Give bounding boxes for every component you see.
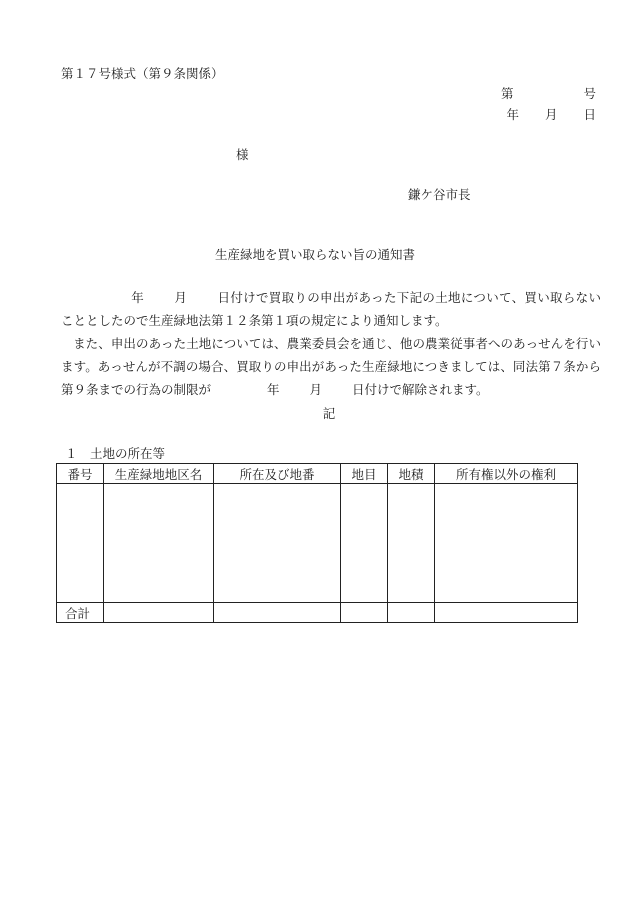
- paragraph-1-month: 月: [174, 290, 188, 305]
- table-header-row: [57, 464, 578, 484]
- cell-other-rights: [435, 484, 578, 603]
- paragraph-1-text: 日付けで買取りの申出があった下記の土地について、買い取らないこととしたので生産緑地法第１２条第１項の規定により通知します。: [61, 290, 601, 328]
- cell-district-name: [104, 484, 214, 603]
- addressee-suffix: 様: [236, 147, 249, 162]
- paragraph-1: [61, 286, 601, 332]
- paragraph-2-text-after: 日付けで解除されます。: [352, 382, 489, 397]
- total-label: 合計: [57, 603, 104, 623]
- notice-body: [61, 286, 601, 401]
- total-land-area: [388, 603, 435, 623]
- cell-location-lot: [214, 484, 341, 603]
- paragraph-2: [61, 332, 601, 401]
- total-location-lot: [214, 603, 341, 623]
- document-number: [501, 86, 596, 102]
- cell-land-category: [341, 484, 388, 603]
- header-other-rights: 所有権以外の権利: [435, 464, 578, 484]
- header-land-category: 地目: [341, 464, 388, 484]
- cell-number: [57, 484, 104, 603]
- paragraph-2-year: 年: [267, 382, 280, 397]
- date-day: 日: [583, 107, 596, 122]
- header-land-area: 地積: [388, 464, 435, 484]
- section-heading: １ 土地の所在等: [65, 446, 166, 461]
- total-land-category: [341, 603, 388, 623]
- ki-heading: 記: [322, 406, 336, 421]
- document-title: 生産緑地を買い取らない旨の通知書: [214, 247, 415, 262]
- table-total-row: [57, 603, 578, 623]
- land-table: [56, 463, 578, 623]
- document-number-prefix: 第: [500, 86, 514, 101]
- paragraph-1-year: 年: [131, 290, 145, 305]
- date-year: 年: [506, 107, 519, 122]
- header-location-lot: 所在及び地番: [214, 464, 341, 484]
- total-district-name: [104, 603, 214, 623]
- document-number-suffix: 号: [583, 86, 596, 101]
- date-month: 月: [544, 107, 558, 122]
- table-row: [57, 484, 578, 603]
- total-other-rights: [435, 603, 578, 623]
- paragraph-2-month: 月: [309, 382, 323, 397]
- header-number: 番号: [57, 464, 104, 484]
- sender-name: 鎌ケ谷市長: [408, 187, 471, 202]
- cell-land-area: [388, 484, 435, 603]
- paragraph-2-text-before: また、申出のあった土地については、農業委員会を通じ、他の農業従事者へのあっせんを行います。あっせんが不調の場合、買取りの申出があった生産緑地につきましては、同法第７条から第９条までの行為の制限が: [61, 336, 601, 397]
- issue-date: [506, 107, 596, 123]
- form-number: 第１７号様式（第９条関係）: [61, 66, 224, 81]
- header-district-name: 生産緑地地区名: [104, 464, 214, 484]
